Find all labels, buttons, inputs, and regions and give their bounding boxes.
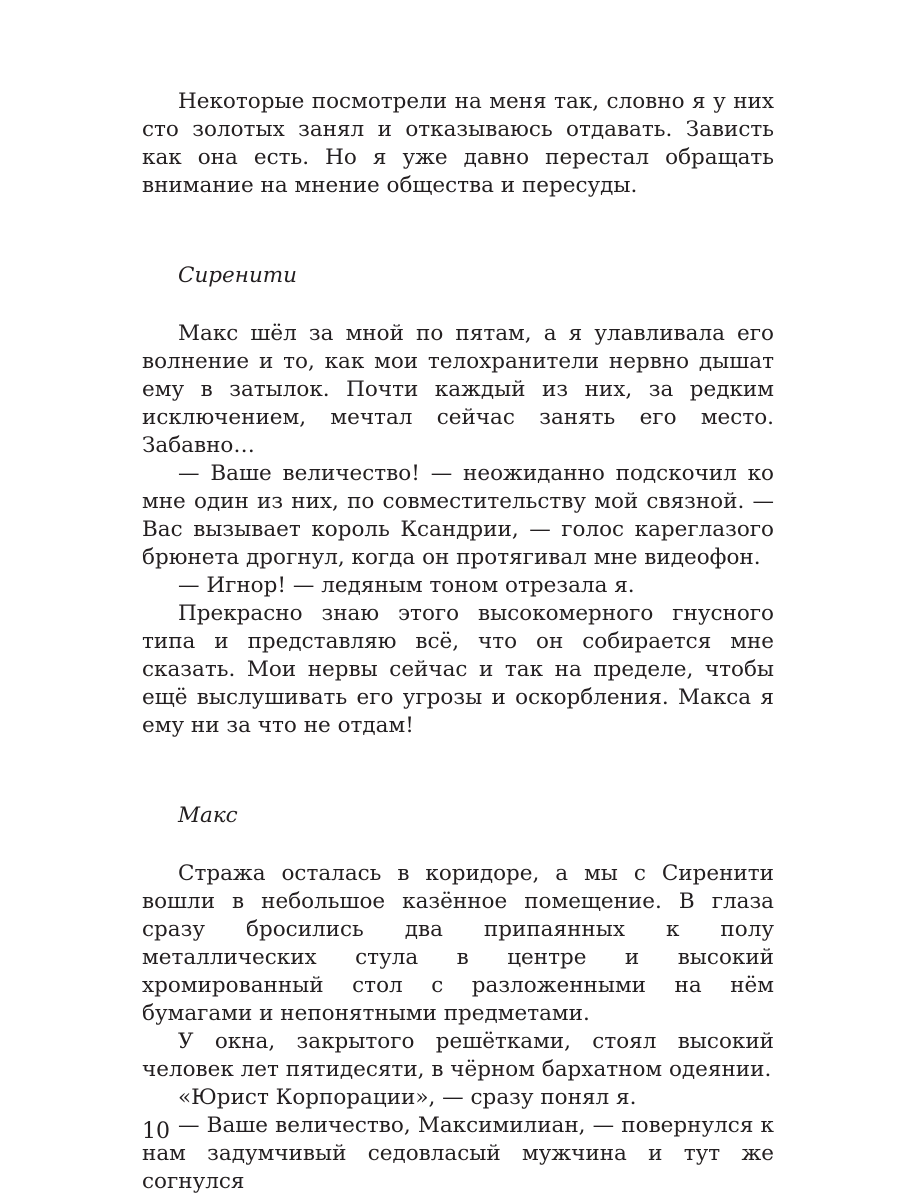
paragraph: У окна, закрытого решётками, стоял высокий человек лет пятидесяти, в чёрном бархатном одеянии. [142,1029,774,1082]
paragraph: — Игнор! — ледяным тоном отрезала я. [178,573,635,598]
section-spacer [142,740,774,802]
paragraph: — Ваше величество, Максимилиан, — повернулся к нам задумчивый седовласый мужчина и тут же согнулся [142,1113,774,1194]
section-heading-maks: Макс [178,803,238,828]
paragraph: «Юрист Корпорации», — сразу понял я. [178,1085,637,1110]
book-page-text [142,88,774,1196]
section-spacer [142,830,774,860]
paragraph: Некоторые посмотрели на меня так, словно я у них сто золотых занял и отказываюсь отдавать. Зависть как она есть. Но я уже давно перестал обращать внимание на мнение общества и пересуды. [142,89,774,198]
section-spacer [142,200,774,262]
section-spacer [142,290,774,320]
paragraph: Макс шёл за мной по пятам, а я улавливала его волнение и то, как мои телохранители нервно дышат ему в затылок. Почти каждый из них, за редким исключением, мечтал сейчас занять его место. Забавно… [142,321,774,458]
section-heading-sireniti: Сиренити [178,263,298,288]
page-number: 10 [142,1119,170,1144]
paragraph: — Ваше величество! — неожиданно подскочил ко мне один из них, по совместительству мой связной. — Вас вызывает король Ксандрии, — голос кареглазого брюнета дрогнул, когда он протягивал мне видеофон. [142,461,774,570]
paragraph: Прекрасно знаю этого высокомерного гнусного типа и представляю всё, что он собирается мне сказать. Мои нервы сейчас и так на пределе, чтобы ещё выслушивать его угрозы и оскорбления. Макса я ему ни за что не отдам! [142,601,774,738]
paragraph: Стража осталась в коридоре, а мы с Сиренити вошли в небольшое казённое помещение. В глаза сразу бросились два припаянных к полу металлических стула в центре и высокий хромированный стол с разложенными на нём бумагами и непонятными предметами. [142,861,774,1026]
